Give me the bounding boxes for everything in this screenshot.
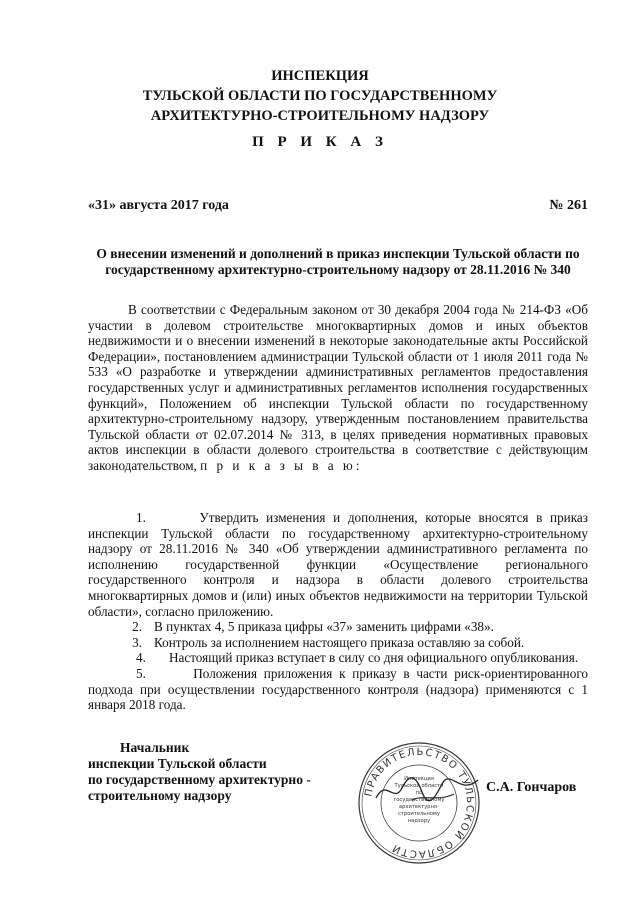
header-line-2: ТУЛЬСКОЙ ОБЛАСТИ ПО ГОСУДАРСТВЕННОМУ [142,88,498,104]
signature-block [88,740,311,804]
signer-title-1: Начальник [120,740,190,755]
preamble [88,302,588,474]
document-subject: О внесении изменений и дополнений в приказ инспекции Тульской области по государственному архитектурно-строительному надзору от 28.11.2016 № 340 [96,246,580,277]
list-item [88,510,588,619]
seal-line: государственному [393,797,445,803]
list-item [88,650,588,666]
signer-title-2: инспекции Тульской области [88,756,267,771]
list-item [88,635,588,651]
seal-line: по [415,790,423,796]
issuer-header [0,66,640,126]
item-number: 4. [136,650,146,666]
seal-line: Инспекция [404,776,434,782]
document-type: П Р И К А З [252,134,388,150]
signer-title-3: по государственному архитектурно - [88,772,311,787]
preamble-text: В соответствии с Федеральным законом от 30 декабря 2004 года № 214-ФЗ «Об участии в долевом строительстве многоквартирных домов и иных объектов недвижимости и о внесении изменений в некоторые законодательные акты Российской Федерации», постановлением администрации Тульской области от 1 июля 2011 года № 533 «О разработке и утверждении административных регламентов предоставления государственных услуг и административных регламентов исполнения государственных функций», Положением об инспекции Тульской области по государственному архитектурно-строительному надзору, утвержденным постановлением правительства Тульской области от 02.07.2014 № 313, в целях приведения нормативных правовых актов инспекции в области долевого строительства в соответствие с действующим законодательством, [88,302,588,473]
order-word: п р и к а з ы в а ю: [200,457,363,473]
document-date: «31» августа 2017 года [88,198,229,213]
item-text: Контроль за исполнением настоящего приказа оставляю за собой. [154,634,525,650]
seal-ring-text: ПРАВИТЕЛЬСТВО ТУЛЬСКОЙ ОБЛАСТИ [363,746,476,860]
seal-line: Тульской области [394,783,444,789]
signer-name: С.А. Гончаров [486,780,577,795]
header-line-3: АРХИТЕКТУРНО-СТРОИТЕЛЬНОМУ НАДЗОРУ [150,108,490,124]
item-text: В пунктах 4, 5 приказа цифры «37» заменить цифрами «38». [154,619,494,635]
item-number: 5. [136,665,146,681]
handwritten-signature [372,770,482,810]
item-text: Настоящий приказ вступает в силу со дня официального опубликования. [168,650,579,666]
signer-title-4: строительному надзору [88,788,232,803]
item-text: Утвердить изменения и дополнения, которые вносятся в приказ инспекции Тульской области по государственному архитектурно-строительному надзору от 28.11.2016 № 340 «Об утверждении административного регламента по исполнению государственной функции «Осуществление регионального государственного контроля и надзора в области долевого строительства многоквартирных домов и (или) иных объектов недвижимости на территории Тульской области», согласно приложению. [88,510,588,619]
list-item [88,619,588,635]
list-item [88,666,588,713]
seal-line: надзору [407,818,431,824]
document-number: № 261 [549,198,588,213]
item-number: 3. [132,634,142,650]
order-items [88,510,588,713]
seal-line: строительному [398,811,440,817]
header-line-1: ИНСПЕКЦИЯ [271,68,369,84]
seal-line: архитектурно- [398,804,440,810]
item-number: 1. [136,510,146,525]
item-number: 2. [132,619,142,635]
item-text: Положения приложения к приказу в части риск-ориентированного подхода при осуществлении государственного контроля (надзора) применяются с 1 января 2018 года. [88,665,588,713]
